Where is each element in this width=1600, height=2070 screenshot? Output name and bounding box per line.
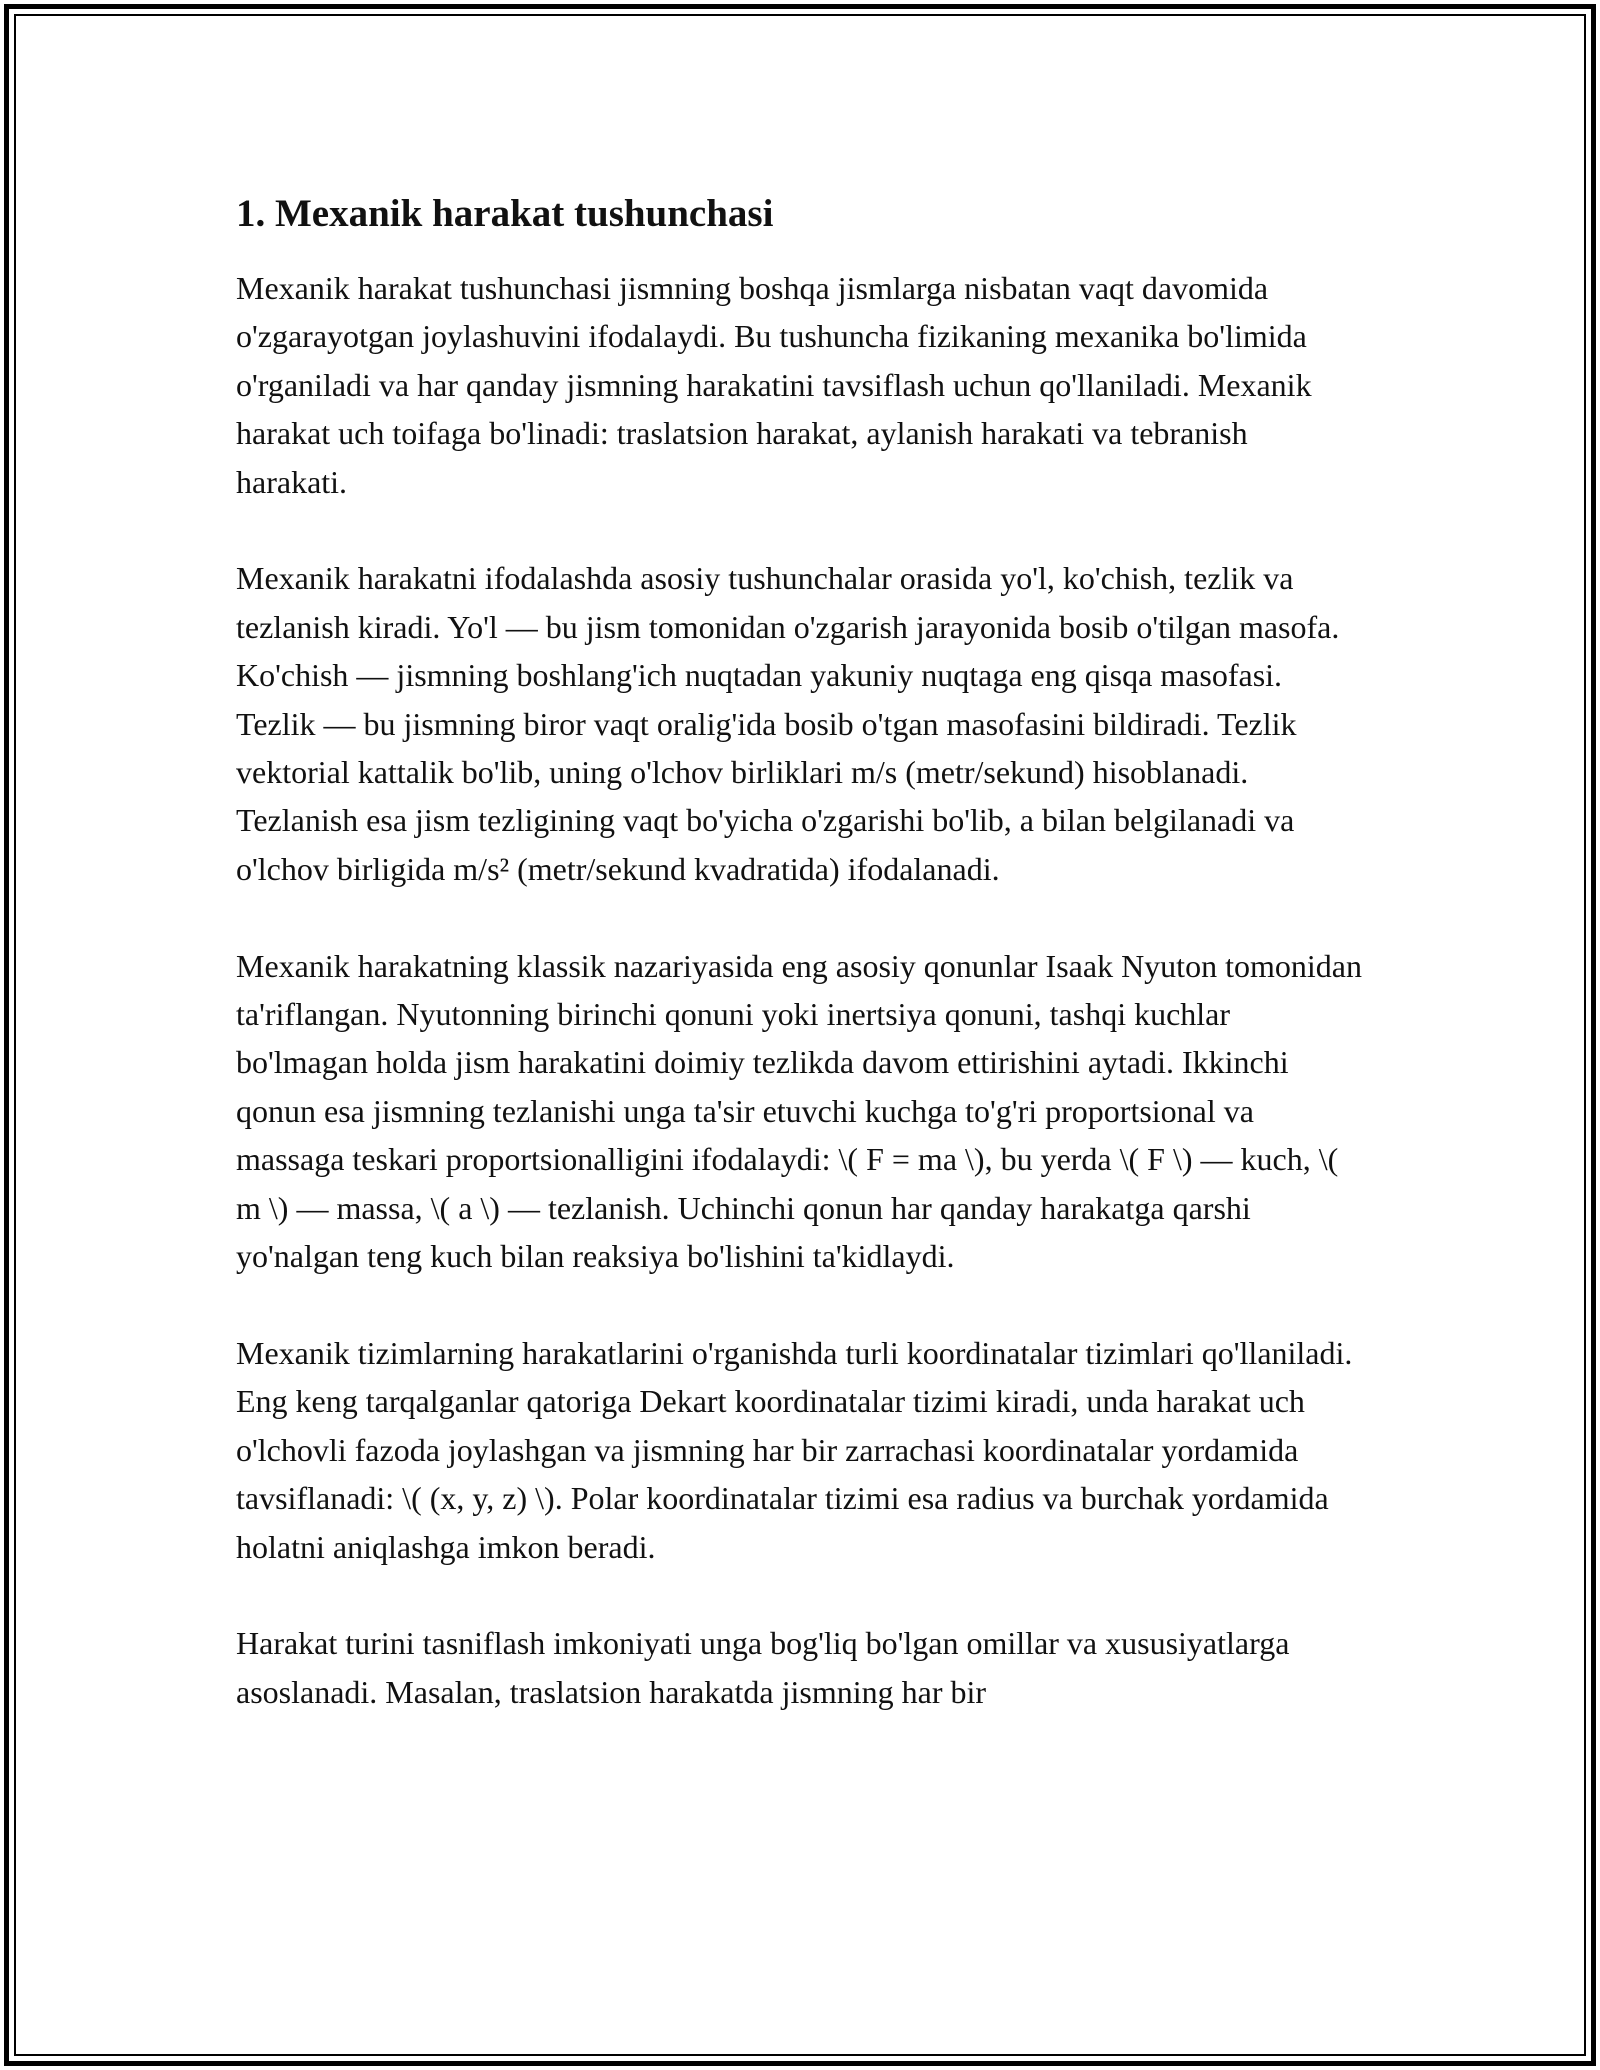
paragraph-3: Mexanik harakatning klassik nazariyasida eng asosiy qonunlar Isaak Nyuton tomonidan ta'riflangan. Nyutonning birinchi qonuni yoki inertsiya qonuni, tashqi kuchlar bo'lmagan holda jism harakatini doimiy tezlikda davom ettirishini aytadi. Ikkinchi qonun esa jismning tezlanishi unga ta'sir etuvchi kuchga to'g'ri proportsional va massaga teskari proportsionalligini ifodalaydi: \( F = ma \), bu yerda \( F \) — kuch, \( m \) — massa, \( a \) — tezlanish. Uchinchi qonun har qanday harakatga qarshi yo'nalgan teng kuch bilan reaksiya bo'lishini ta'kidlaydi. (236, 947, 1362, 1275)
paragraph-2: Mexanik harakatni ifodalashda asosiy tushunchalar orasida yo'l, ko'chish, tezlik va tezlanish kiradi. Yo'l — bu jism tomonidan o'zgarish jarayonida bosib o'tilgan masofa. Ko'chish — jismning boshlang'ich nuqtadan yakuniy nuqtaga eng qisqa masofasi. Tezlik — bu jismning biror vaqt oralig'ida bosib o'tgan masofasini bildiradi. Tezlik vektorial kattalik bo'lib, uning o'lchov birliklari m/s (metr/sekund) hisoblanadi. Tezlanish esa jism tezligining vaqt bo'yicha o'zgarishi bo'lib, a bilan belgilanadi va o'lchov birligida m/s² (metr/sekund kvadratida) ifodalanadi. (236, 560, 1340, 887)
paragraph-4: Mexanik tizimlarning harakatlarini o'rganishda turli koordinatalar tizimlari qo'llaniladi. Eng keng tarqalganlar qatoriga Dekart koordinatalar tizimi kiradi, unda harakat uch o'lchovli fazoda joylashgan va jismning har bir zarrachasi koordinatalar yordamida tavsiflanadi: \( (x, y, z) \). Polar koordinatalar tizimi esa radius va burchak yordamida holatni aniqlashga imkon beradi. (236, 1334, 1353, 1565)
paragraph-1: Mexanik harakat tushunchasi jismning boshqa jismlarga nisbatan vaqt davomida o'zgarayotgan joylashuvini ifodalaydi. Bu tushuncha fizikaning mexanika bo'limida o'rganiladi va har qanday jismning harakatini tavsiflash uchun qo'llaniladi. Mexanik harakat uch toifaga bo'linadi: traslatsion harakat, aylanish harakati va tebranish harakati. (236, 270, 1312, 500)
paragraph-5: Harakat turini tasniflash imkoniyati unga bog'liq bo'lgan omillar va xususiyatlarga asoslanadi. Masalan, traslatsion harakatda jismning har bir (236, 1625, 1290, 1710)
document-body (236, 186, 1366, 1765)
section-heading: 1. Mexanik harakat tushunchasi (236, 192, 774, 235)
